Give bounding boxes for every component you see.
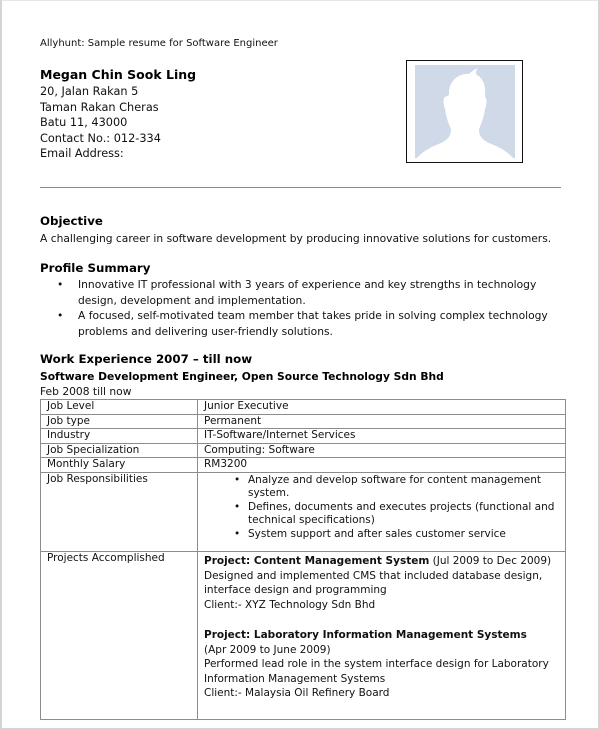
document-header-note: Allyhunt: Sample resume for Software Engineer [40,38,278,49]
row-label: Monthly Salary [41,458,198,473]
profile-photo [415,65,515,158]
project-description: Performed lead role in the system interface design for Laboratory [204,658,549,670]
row-label: Job Level [41,400,198,415]
row-value: IT-Software/Internet Services [198,429,566,444]
project-period: (Apr 2009 to June 2009) [204,643,331,656]
responsibility-item: • Analyze and develop software for content management system. [234,474,559,501]
row-value: RM3200 [198,458,566,473]
job-position: Software Development Engineer, Open Source Technology Sdn Bhd [40,370,444,383]
profile-summary-heading: Profile Summary [40,261,151,275]
row-label: Job Responsibilities [41,472,198,552]
email-address: Email Address: [40,147,124,160]
address-line-3: Batu 11, 43000 [40,116,128,129]
project-client: Client:- Malaysia Oil Refinery Board [204,687,390,699]
table-row [41,414,566,429]
project-item [204,554,559,612]
table-row-projects [41,552,566,720]
profile-photo-frame [406,60,523,163]
row-label: Projects Accomplished [41,552,198,720]
section-divider [40,187,561,188]
address-line-1: 20, Jalan Rakan 5 [40,85,139,98]
row-label: Job Specialization [41,443,198,458]
job-details-table [40,399,566,720]
project-description: Designed and implemented CMS that included database design, [204,569,543,582]
person-silhouette-icon [415,65,515,158]
project-description: Information Management Systems [204,672,386,685]
row-label: Job type [41,414,198,429]
row-label: Industry [41,429,198,444]
project-item [204,628,559,701]
project-name: Project: Content Management System [204,555,430,567]
project-name: Project: Laboratory Information Management Systems [204,629,527,641]
objective-heading: Objective [40,214,103,228]
responsibility-item: • System support and after sales customer service [234,528,559,542]
profile-summary-item: • A focused, self-motivated team member that takes pride in solving complex technology problems and delivering user-friendly solutions. [57,308,567,339]
project-period: (Jul 2009 to Dec 2009) [432,555,552,567]
table-row [41,458,566,473]
table-row [41,429,566,444]
objective-text: A challenging career in software development by producing innovative solutions for customers. [40,232,552,245]
projects-cell [198,552,566,720]
responsibility-item: • Defines, documents and executes projects (functional and technical specifications) [234,501,559,528]
table-row [41,443,566,458]
row-value: Junior Executive [198,400,566,415]
responsibilities-cell [198,472,566,552]
row-value: Permanent [198,414,566,429]
contact-number: Contact No.: 012-334 [40,131,161,145]
work-experience-heading: Work Experience 2007 – till now [40,352,253,366]
profile-summary-item: • Innovative IT professional with 3 years of experience and key strengths in technology design, development and implementation. [57,277,567,308]
job-dates: Feb 2008 till now [40,385,132,398]
project-description: interface design and programming [204,584,387,596]
table-row [41,400,566,415]
responsibilities-list [204,473,559,552]
row-value: Computing: Software [198,443,566,458]
project-client: Client:- XYZ Technology Sdn Bhd [204,598,376,611]
table-row-responsibilities [41,472,566,552]
address-line-2: Taman Rakan Cheras [40,100,159,114]
candidate-name: Megan Chin Sook Ling [40,67,197,82]
profile-summary-list [57,277,567,339]
contact-block [40,84,161,162]
